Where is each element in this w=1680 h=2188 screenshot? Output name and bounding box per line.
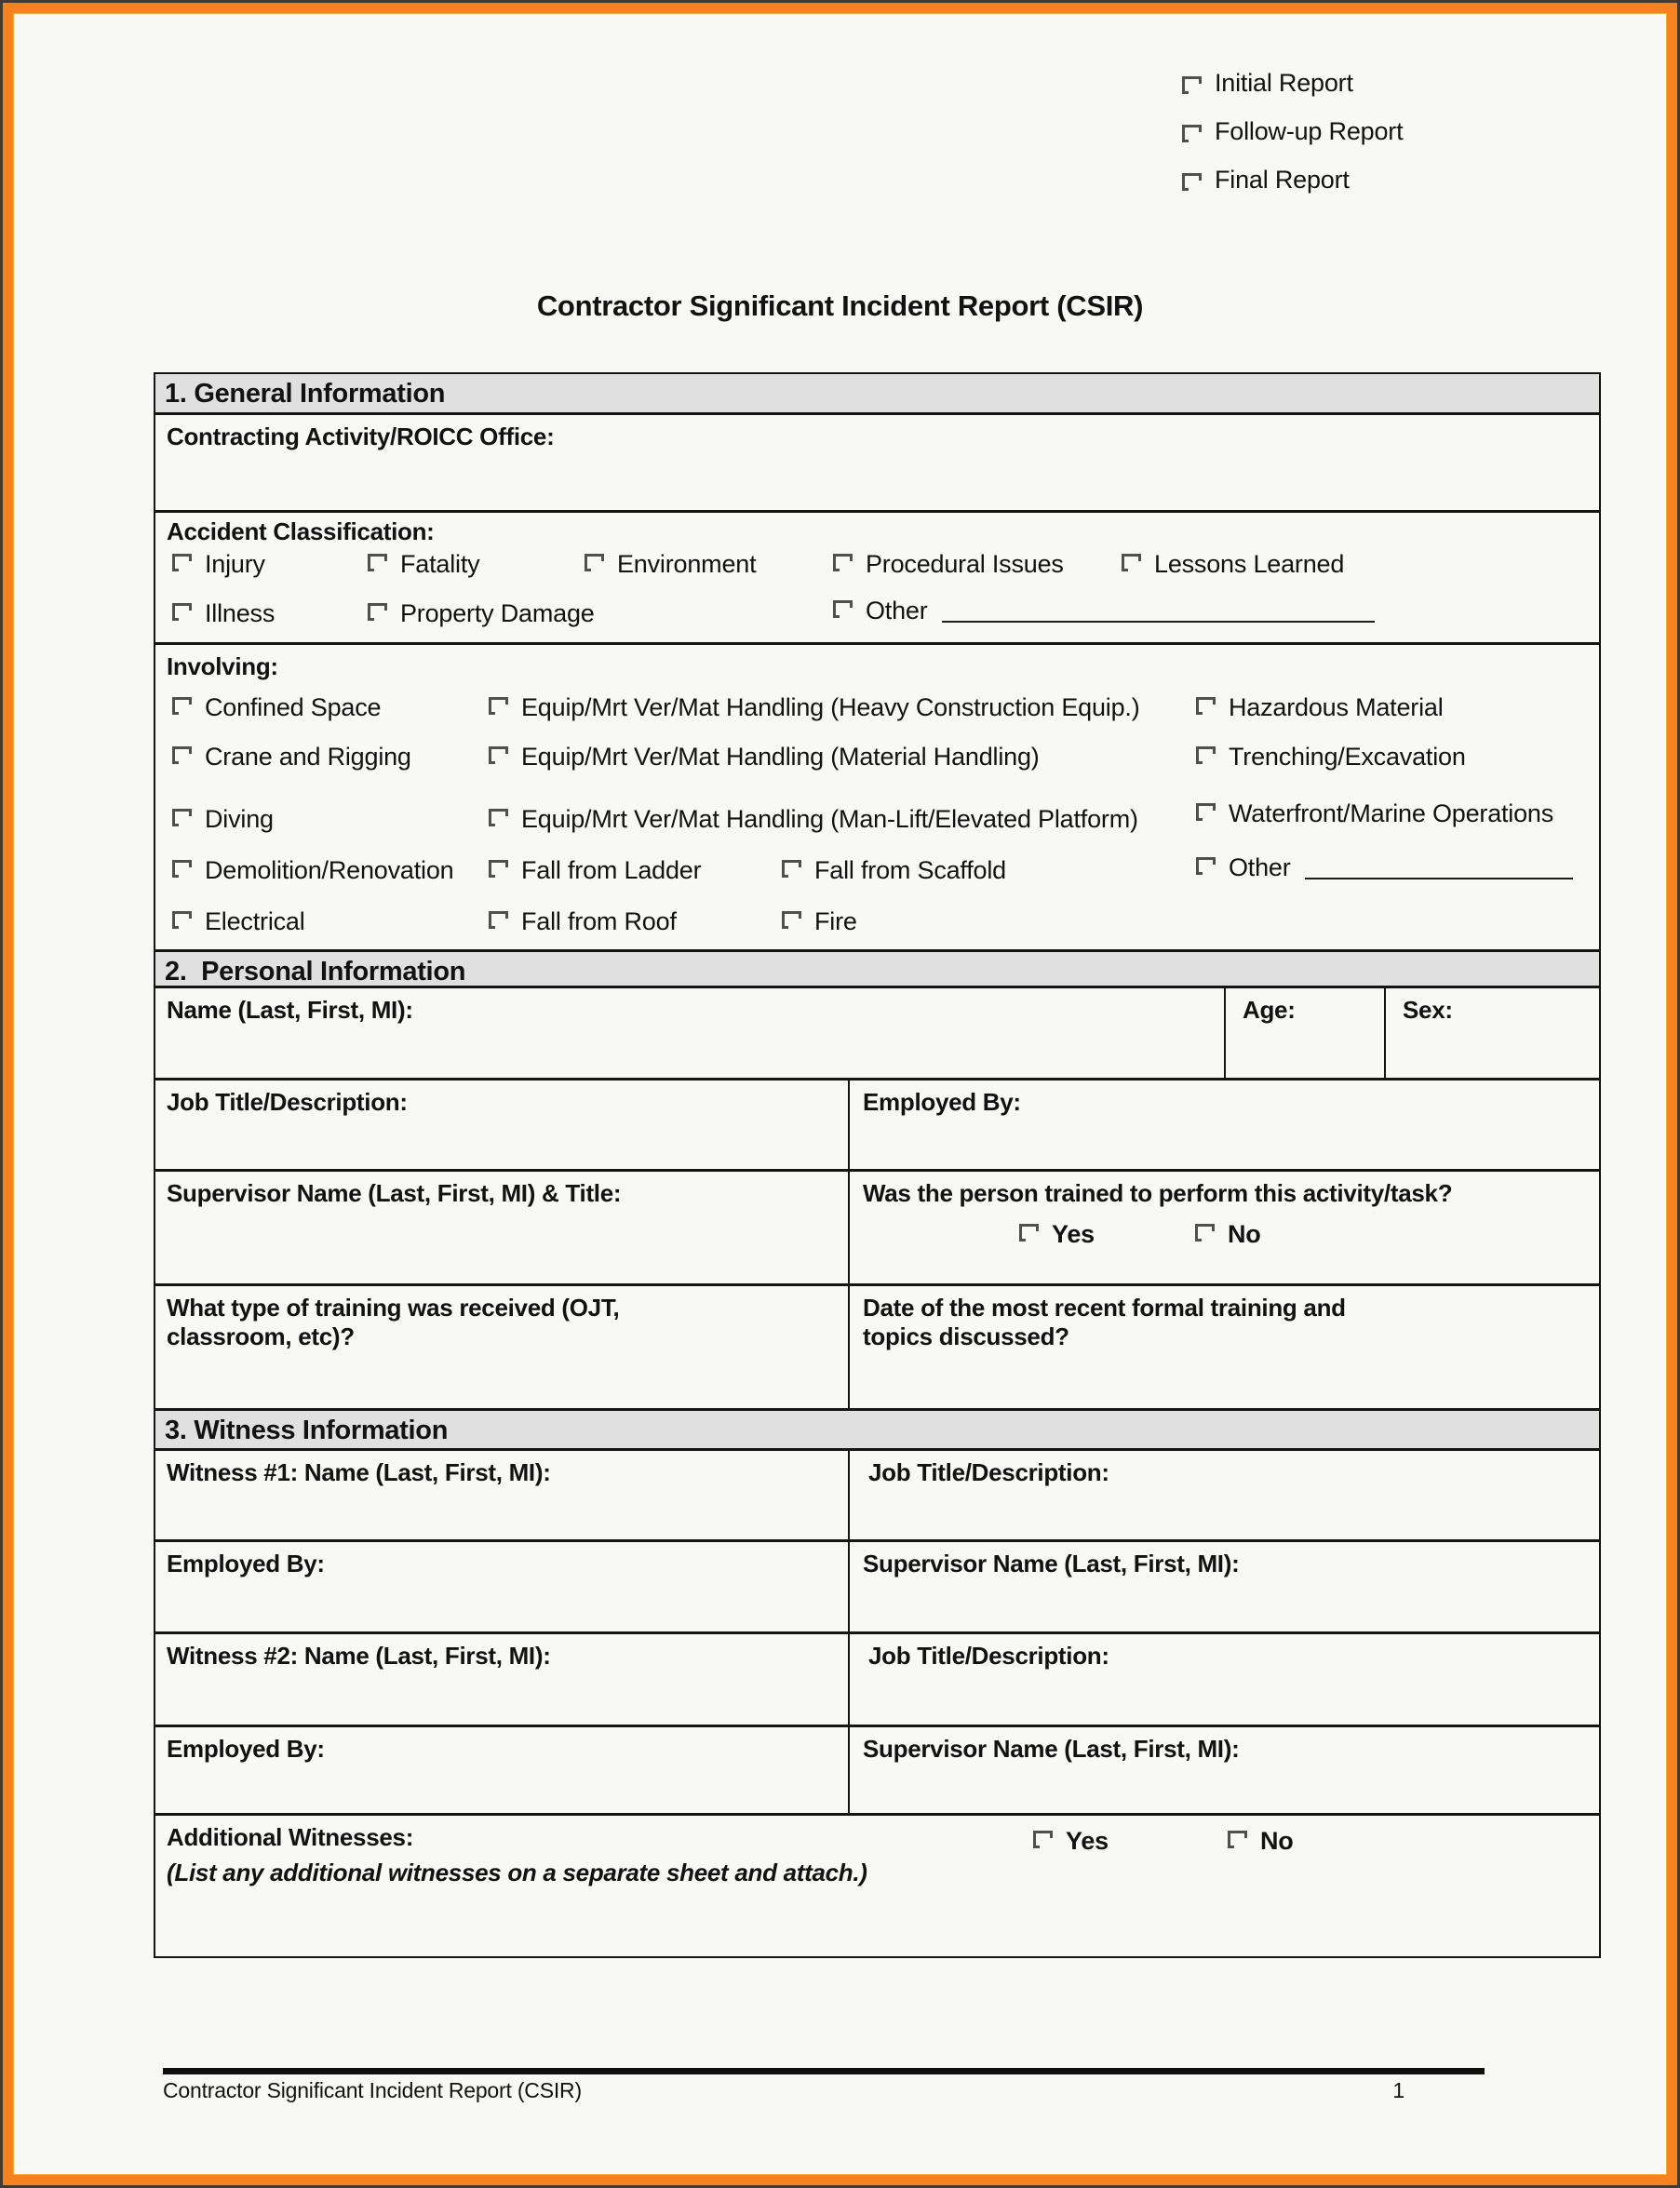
checkbox-label: Equip/Mrt Ver/Mat Handling (Man-Lift/Elevated Platform): [521, 805, 1138, 833]
checkbox-additional-witnesses-no[interactable]: [1228, 1827, 1294, 1855]
report-type-group: [1182, 69, 1403, 214]
checkbox-icon[interactable]: [172, 911, 192, 929]
checkbox-label: Equip/Mrt Ver/Mat Handling (Material Handling): [521, 743, 1040, 771]
training-date-label: Date of the most recent formal training and topics discussed?: [863, 1294, 1346, 1350]
cell-trained-question: [850, 1172, 1599, 1283]
checkbox-trenching-excavation[interactable]: [1196, 743, 1466, 771]
checkbox-icon[interactable]: [1228, 1831, 1247, 1848]
checkbox-label: Environment: [617, 550, 757, 578]
other-input-line[interactable]: [942, 597, 1375, 623]
checkbox-demolition-renovation[interactable]: [172, 856, 453, 884]
checkbox-involving-other[interactable]: [1196, 853, 1573, 881]
page-footer: [163, 2068, 1485, 2103]
checkbox-lessons-learned[interactable]: [1122, 550, 1344, 578]
section2-header: [155, 949, 1599, 986]
checkbox-label: Final Report: [1215, 165, 1350, 194]
checkbox-label: Trenching/Excavation: [1229, 743, 1466, 771]
accident-classification-label: Accident Classification:: [167, 517, 435, 545]
cell-sex: [1386, 988, 1599, 1078]
employed-by-label: Employed By:: [167, 1550, 325, 1577]
checkbox-waterfront-marine[interactable]: [1196, 799, 1553, 827]
checkbox-icon[interactable]: [1182, 125, 1202, 142]
checkbox-trained-yes[interactable]: [1019, 1220, 1095, 1248]
age-label: Age:: [1243, 996, 1296, 1024]
row-involving: [155, 642, 1599, 949]
training-type-label: What type of training was received (OJT, classroom, etc)?: [167, 1294, 620, 1350]
checkbox-label: Diving: [205, 805, 274, 833]
checkbox-fall-from-ladder[interactable]: [489, 856, 701, 884]
checkbox-icon[interactable]: [1033, 1831, 1053, 1848]
checkbox-label: Procedural Issues: [866, 550, 1064, 578]
row-job-employer: [155, 1078, 1599, 1169]
checkbox-label: Crane and Rigging: [205, 743, 411, 771]
checkbox-label: Initial Report: [1215, 68, 1353, 97]
row-witness2-employer: [155, 1725, 1599, 1813]
witness2-name-label: Witness #2: Name (Last, First, MI):: [167, 1642, 551, 1670]
supervisor-name-label: Supervisor Name (Last, First, MI) & Title:: [167, 1179, 622, 1207]
cell-witness1-name: [155, 1451, 850, 1539]
section1-header-label: 1. General Information: [165, 379, 446, 409]
cell-employed-by: [850, 1081, 1599, 1169]
checkbox-icon[interactable]: [1196, 697, 1216, 715]
page-title: Contractor Significant Incident Report (CSIR): [536, 289, 1144, 322]
job-title-label: Job Title/Description:: [868, 1458, 1109, 1486]
cell-witness2-employed-by: [155, 1727, 850, 1813]
checkbox-label: No: [1260, 1827, 1294, 1855]
checkbox-follow-up-report[interactable]: [1182, 117, 1403, 145]
checkbox-electrical[interactable]: [172, 907, 305, 935]
checkbox-label: Other: [1229, 853, 1291, 881]
checkbox-icon[interactable]: [172, 554, 192, 571]
page-content: [13, 13, 1667, 2175]
checkbox-label: Waterfront/Marine Operations: [1229, 799, 1554, 827]
checkbox-label: Follow-up Report: [1215, 116, 1404, 145]
checkbox-icon[interactable]: [833, 600, 853, 618]
checkbox-icon[interactable]: [1196, 746, 1216, 764]
checkbox-label: Confined Space: [205, 693, 382, 721]
checkbox-label: Fall from Ladder: [521, 856, 702, 884]
checkbox-icon[interactable]: [489, 697, 508, 715]
contracting-activity-label: Contracting Activity/ROICC Office:: [167, 423, 555, 450]
row-witness1-name: [155, 1448, 1599, 1539]
checkbox-label: Yes: [1066, 1827, 1109, 1855]
checkbox-property-damage[interactable]: [368, 599, 595, 627]
cell-witness2-name: [155, 1634, 850, 1725]
checkbox-icon[interactable]: [172, 746, 192, 764]
checkbox-diving[interactable]: [172, 805, 274, 833]
checkbox-fire[interactable]: [782, 907, 857, 935]
checkbox-equip-material-handling[interactable]: [489, 743, 1040, 771]
checkbox-initial-report[interactable]: [1182, 69, 1403, 97]
checkbox-icon[interactable]: [1019, 1224, 1039, 1242]
row-additional-witnesses: [155, 1813, 1599, 1956]
cell-name: [155, 988, 1226, 1078]
checkbox-crane-and-rigging[interactable]: [172, 743, 411, 771]
row-witness1-employer: [155, 1539, 1599, 1631]
checkbox-label: Fatality: [400, 550, 480, 578]
checkbox-icon[interactable]: [1182, 173, 1202, 191]
checkbox-label: Electrical: [205, 907, 305, 935]
additional-witnesses-label: Additional Witnesses:: [167, 1823, 414, 1851]
checkbox-additional-witnesses-yes[interactable]: [1033, 1827, 1109, 1855]
row-name-age-sex: [155, 986, 1599, 1078]
checkbox-icon[interactable]: [489, 911, 508, 929]
cell-witness2-job-title: [850, 1634, 1599, 1725]
checkbox-environment[interactable]: [585, 550, 756, 578]
checkbox-label: Equip/Mrt Ver/Mat Handling (Heavy Construction Equip.): [521, 693, 1140, 721]
checkbox-icon[interactable]: [833, 554, 853, 571]
checkbox-label: Injury: [205, 550, 265, 578]
row-witness2-name: [155, 1631, 1599, 1725]
checkbox-equip-heavy-construction[interactable]: [489, 693, 1140, 721]
section3-header-label: 3. Witness Information: [165, 1416, 449, 1445]
checkbox-icon[interactable]: [1195, 1224, 1215, 1242]
cell-witness1-employed-by: [155, 1542, 850, 1631]
checkbox-confined-space[interactable]: [172, 693, 381, 721]
employed-by-label: Employed By:: [167, 1735, 325, 1763]
checkbox-label: Lessons Learned: [1154, 550, 1345, 578]
section3-header: [155, 1408, 1599, 1448]
checkbox-icon[interactable]: [172, 860, 192, 878]
checkbox-label: No: [1228, 1220, 1261, 1248]
checkbox-icon[interactable]: [1196, 803, 1216, 821]
checkbox-final-report[interactable]: [1182, 166, 1403, 194]
checkbox-icon[interactable]: [172, 603, 192, 621]
cell-age: [1226, 988, 1386, 1078]
cell-supervisor-name: [155, 1172, 850, 1283]
row-supervisor-training-question: [155, 1169, 1599, 1283]
section2-header-label: 2. Personal Information: [165, 957, 466, 987]
checkbox-icon[interactable]: [782, 911, 801, 929]
checkbox-icon[interactable]: [489, 809, 508, 826]
checkbox-icon[interactable]: [1196, 857, 1216, 875]
job-title-label: Job Title/Description:: [167, 1088, 408, 1116]
checkbox-label: Fire: [814, 907, 857, 935]
job-title-label: Job Title/Description:: [868, 1642, 1109, 1670]
checkbox-label: Other: [866, 597, 928, 624]
checkbox-label: Hazardous Material: [1229, 693, 1444, 721]
row-accident-classification: [155, 510, 1599, 642]
witness1-name-label: Witness #1: Name (Last, First, MI):: [167, 1458, 551, 1486]
checkbox-procedural-issues[interactable]: [833, 550, 1064, 578]
checkbox-icon[interactable]: [368, 603, 387, 621]
checkbox-icon[interactable]: [1182, 76, 1202, 94]
checkbox-label: Fall from Scaffold: [814, 856, 1006, 884]
row-training-details: [155, 1283, 1599, 1408]
checkbox-icon[interactable]: [172, 697, 192, 715]
checkbox-label: Yes: [1052, 1220, 1095, 1248]
checkbox-classification-other[interactable]: [833, 597, 1375, 624]
employed-by-label: Employed By:: [863, 1088, 1021, 1116]
checkbox-icon[interactable]: [172, 809, 192, 826]
checkbox-icon[interactable]: [1122, 554, 1141, 571]
checkbox-hazardous-material[interactable]: [1196, 693, 1444, 721]
checkbox-illness[interactable]: [172, 599, 275, 627]
cell-witness1-job-title: [850, 1451, 1599, 1539]
name-label: Name (Last, First, MI):: [167, 996, 413, 1024]
checkbox-label: Property Damage: [400, 599, 595, 627]
footer-document-title: Contractor Significant Incident Report (CSIR): [163, 2078, 582, 2102]
cell-witness1-supervisor: [850, 1542, 1599, 1631]
checkbox-injury[interactable]: [172, 550, 265, 578]
section1-header: [155, 374, 1599, 412]
supervisor-name-label: Supervisor Name (Last, First, MI):: [863, 1550, 1240, 1577]
cell-job-title: [155, 1081, 850, 1169]
checkbox-label: Demolition/Renovation: [205, 856, 454, 884]
checkbox-fatality[interactable]: [368, 550, 479, 578]
involving-label: Involving:: [167, 652, 278, 680]
checkbox-icon[interactable]: [489, 860, 508, 878]
additional-witnesses-note: (List any additional witnesses on a separate sheet and attach.): [167, 1859, 867, 1886]
other-input-line[interactable]: [1305, 853, 1573, 879]
cell-witness2-supervisor: [850, 1727, 1599, 1813]
checkbox-label: Illness: [205, 599, 276, 627]
supervisor-name-label: Supervisor Name (Last, First, MI):: [863, 1735, 1240, 1763]
footer-page-number: 1: [1392, 2078, 1404, 2102]
checkbox-fall-from-roof[interactable]: [489, 907, 677, 935]
row-contracting-activity: [155, 412, 1599, 510]
cell-training-date: [850, 1286, 1599, 1408]
checkbox-equip-man-lift[interactable]: [489, 805, 1138, 833]
checkbox-icon[interactable]: [585, 554, 604, 571]
csir-form-table: [154, 372, 1601, 1958]
checkbox-label: Fall from Roof: [521, 907, 677, 935]
checkbox-icon[interactable]: [368, 554, 387, 571]
checkbox-icon[interactable]: [489, 746, 508, 764]
checkbox-icon[interactable]: [782, 860, 801, 878]
checkbox-trained-no[interactable]: [1195, 1220, 1261, 1248]
sex-label: Sex:: [1403, 996, 1453, 1024]
trained-question-label: Was the person trained to perform this activity/task?: [863, 1179, 1453, 1207]
cell-training-type: [155, 1286, 850, 1408]
checkbox-fall-from-scaffold[interactable]: [782, 856, 1006, 884]
